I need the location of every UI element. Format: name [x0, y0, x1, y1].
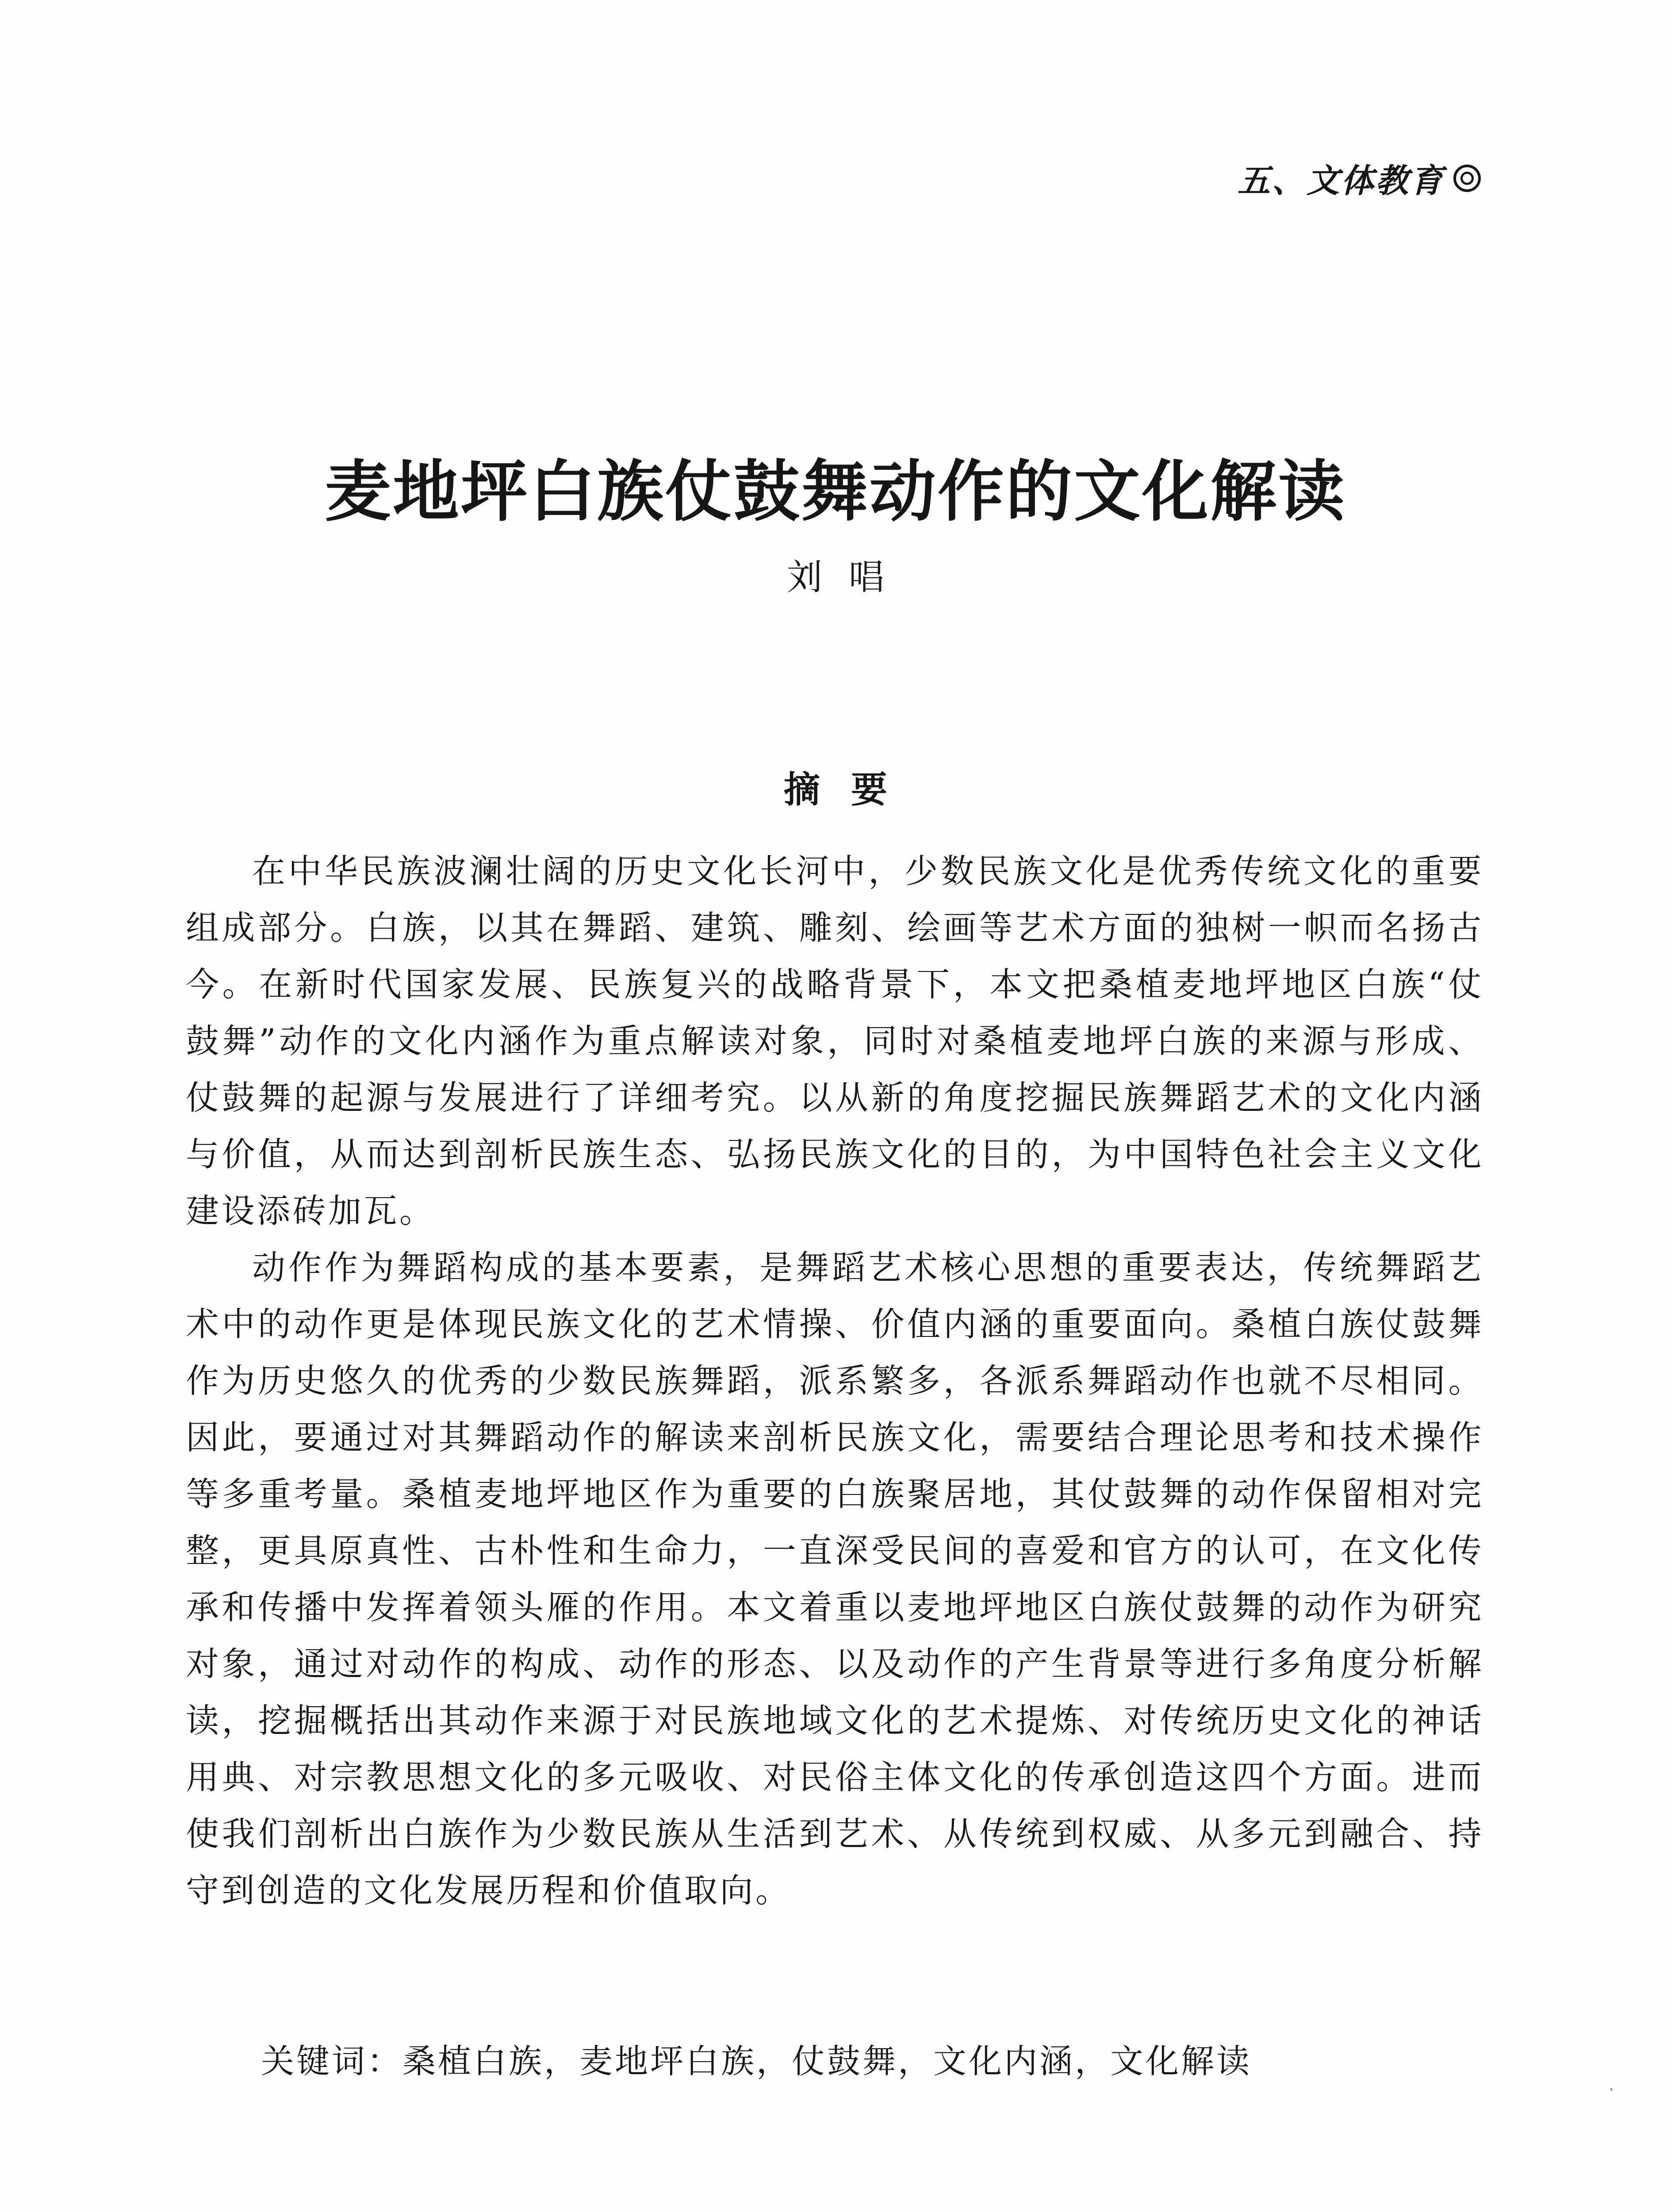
section-label: 五、文体教育 — [1238, 162, 1445, 200]
article-author: 刘唱 — [787, 557, 911, 598]
scan-speck — [1610, 2088, 1613, 2091]
double-circle-icon — [1453, 165, 1481, 192]
article-title: 麦地坪白族仗鼓舞动作的文化解读 — [324, 453, 1346, 530]
abstract-paragraph-1: 在中华民族波澜壮阔的历史文化长河中，少数民族文化是优秀传统文化的重要组成部分。白族，以其在舞蹈、建筑、雕刻、绘画等艺术方面的独树一帜而名扬古今。在新时代国家发展、民族复兴的战略背景下，本文把桑植麦地坪地区白族“仗鼓舞”动作的文化内涵作为重点解读对象，同时对桑植麦地坪白族的来源与形成、仗鼓舞的起源与发展进行了详细考究。以从新的角度挖掘民族舞蹈艺术的文化内涵与价值，从而达到剖析民族生态、弘扬民族文化的目的，为中国特色社会主义文化建设添砖加瓦。 — [186, 852, 1484, 1230]
abstract-paragraph-2: 动作作为舞蹈构成的基本要素，是舞蹈艺术核心思想的重要表达，传统舞蹈艺术中的动作更是体现民族文化的艺术情操、价值内涵的重要面向。桑植白族仗鼓舞作为历史悠久的优秀的少数民族舞蹈，派系繁多，各派系舞蹈动作也就不尽相同。因此，要通过对其舞蹈动作的解读来剖析民族文化，需要结合理论思考和技术操作等多重考量。桑植麦地坪地区作为重要的白族聚居地，其仗鼓舞的动作保留相对完整，更具原真性、古朴性和生命力，一直深受民间的喜爱和官方的认可，在文化传承和传播中发挥着领头雁的作用。本文着重以麦地坪地区白族仗鼓舞的动作为研究对象，通过对动作的构成、动作的形态、以及动作的产生背景等进行多角度分析解读，挖掘概括出其动作来源于对民族地域文化的艺术提炼、对传统历史文化的神话用典、对宗教思想文化的多元吸收、对民俗主体文化的传承创造这四个方面。进而使我们剖析出白族作为少数民族从生活到艺术、从传统到权威、从多元到融合、持守到创造的文化发展历程和价值取向。 — [186, 1248, 1484, 1910]
abstract-body — [186, 843, 1484, 1919]
keywords: 关键词：桑植白族，麦地坪白族，仗鼓舞，文化内涵，文化解读 — [261, 2042, 1252, 2081]
abstract-heading: 摘要 — [783, 768, 918, 811]
running-header — [1238, 155, 1481, 202]
